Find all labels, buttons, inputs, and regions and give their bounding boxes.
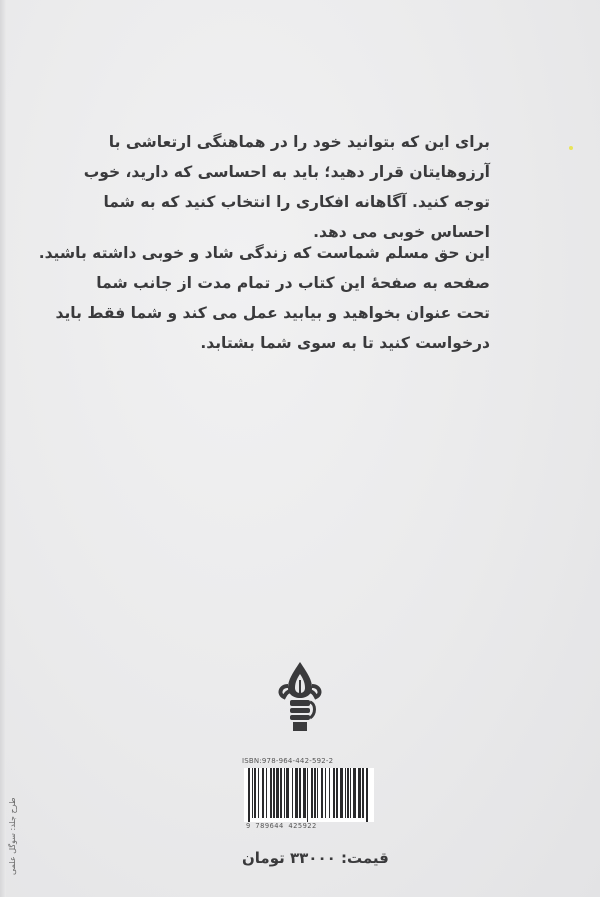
blurb-paragraph-1	[83, 127, 490, 247]
blurb-paragraph-2	[38, 238, 490, 358]
barcode-bar	[311, 768, 313, 818]
barcode-bar	[358, 768, 361, 818]
barcode-bar	[266, 768, 267, 818]
price-label: قیمت: ۳۳۰۰۰ تومان	[242, 849, 389, 867]
barcode-bar	[276, 768, 279, 818]
barcode-bar	[340, 768, 343, 818]
barcode-bar	[314, 768, 316, 818]
barcode-bar	[353, 768, 356, 818]
credit-line: طرح جلد: سوگل علمی	[8, 797, 17, 875]
barcode-bar	[254, 768, 256, 818]
cover-design-credit	[8, 775, 42, 875]
barcode-bar	[280, 768, 282, 818]
blurb-line: توجه کنید. آگاهانه افکاری را انتخاب کنید که به شما	[103, 193, 490, 211]
barcode-bar	[292, 768, 293, 818]
barcode-bar	[286, 768, 289, 818]
barcode-bar	[252, 768, 253, 818]
yellow-speck	[569, 146, 573, 150]
barcode-bar	[321, 768, 323, 818]
barcode-number: 9 789644 425922	[246, 822, 317, 830]
barcode-bar	[270, 768, 272, 818]
barcode-bar	[248, 768, 250, 822]
barcode-bar	[258, 768, 259, 818]
isbn-label: ISBN:978-964-442-592-2	[242, 757, 334, 765]
barcode-bar	[329, 768, 330, 818]
blurb-line: این حق مسلم شماست که زندگی شاد و خوبی داشته باشید.	[38, 244, 490, 262]
barcode-bar	[317, 768, 318, 818]
barcode-bar	[307, 768, 308, 822]
barcode-bar	[347, 768, 349, 818]
barcode-bar	[299, 768, 301, 818]
barcode-bar	[350, 768, 351, 818]
blurb-line: صفحه به صفحهٔ این کتاب در تمام مدت از جانب شما	[96, 274, 490, 292]
blurb-line: درخواست کنید تا به سوی شما بشتابد.	[200, 334, 490, 352]
barcode-bar	[362, 768, 364, 818]
blurb-line: برای این که بتوانید خود را در هماهنگی ارتعاشی با	[108, 133, 490, 151]
barcode-bar	[262, 768, 264, 818]
barcode-bar	[303, 768, 306, 818]
publisher-logo-icon	[270, 660, 330, 732]
barcode-bar	[273, 768, 275, 818]
blurb-line: احساس خوبی می دهد.	[313, 223, 490, 241]
barcode-bar	[336, 768, 338, 818]
cover-edge	[0, 0, 6, 897]
barcode-bar	[284, 768, 285, 818]
barcode	[244, 768, 374, 822]
barcode-bar	[333, 768, 335, 818]
blurb-line: تحت عنوان بخواهید و بیابید عمل می کند و شما فقط باید	[55, 304, 490, 322]
barcode-bar	[295, 768, 298, 818]
barcode-bar	[366, 768, 368, 822]
blurb-line: آرزوهایتان قرار دهید؛ باید به احساسی که دارید، خوب	[83, 163, 490, 181]
barcode-bar	[325, 768, 326, 818]
barcode-bar	[345, 768, 346, 818]
